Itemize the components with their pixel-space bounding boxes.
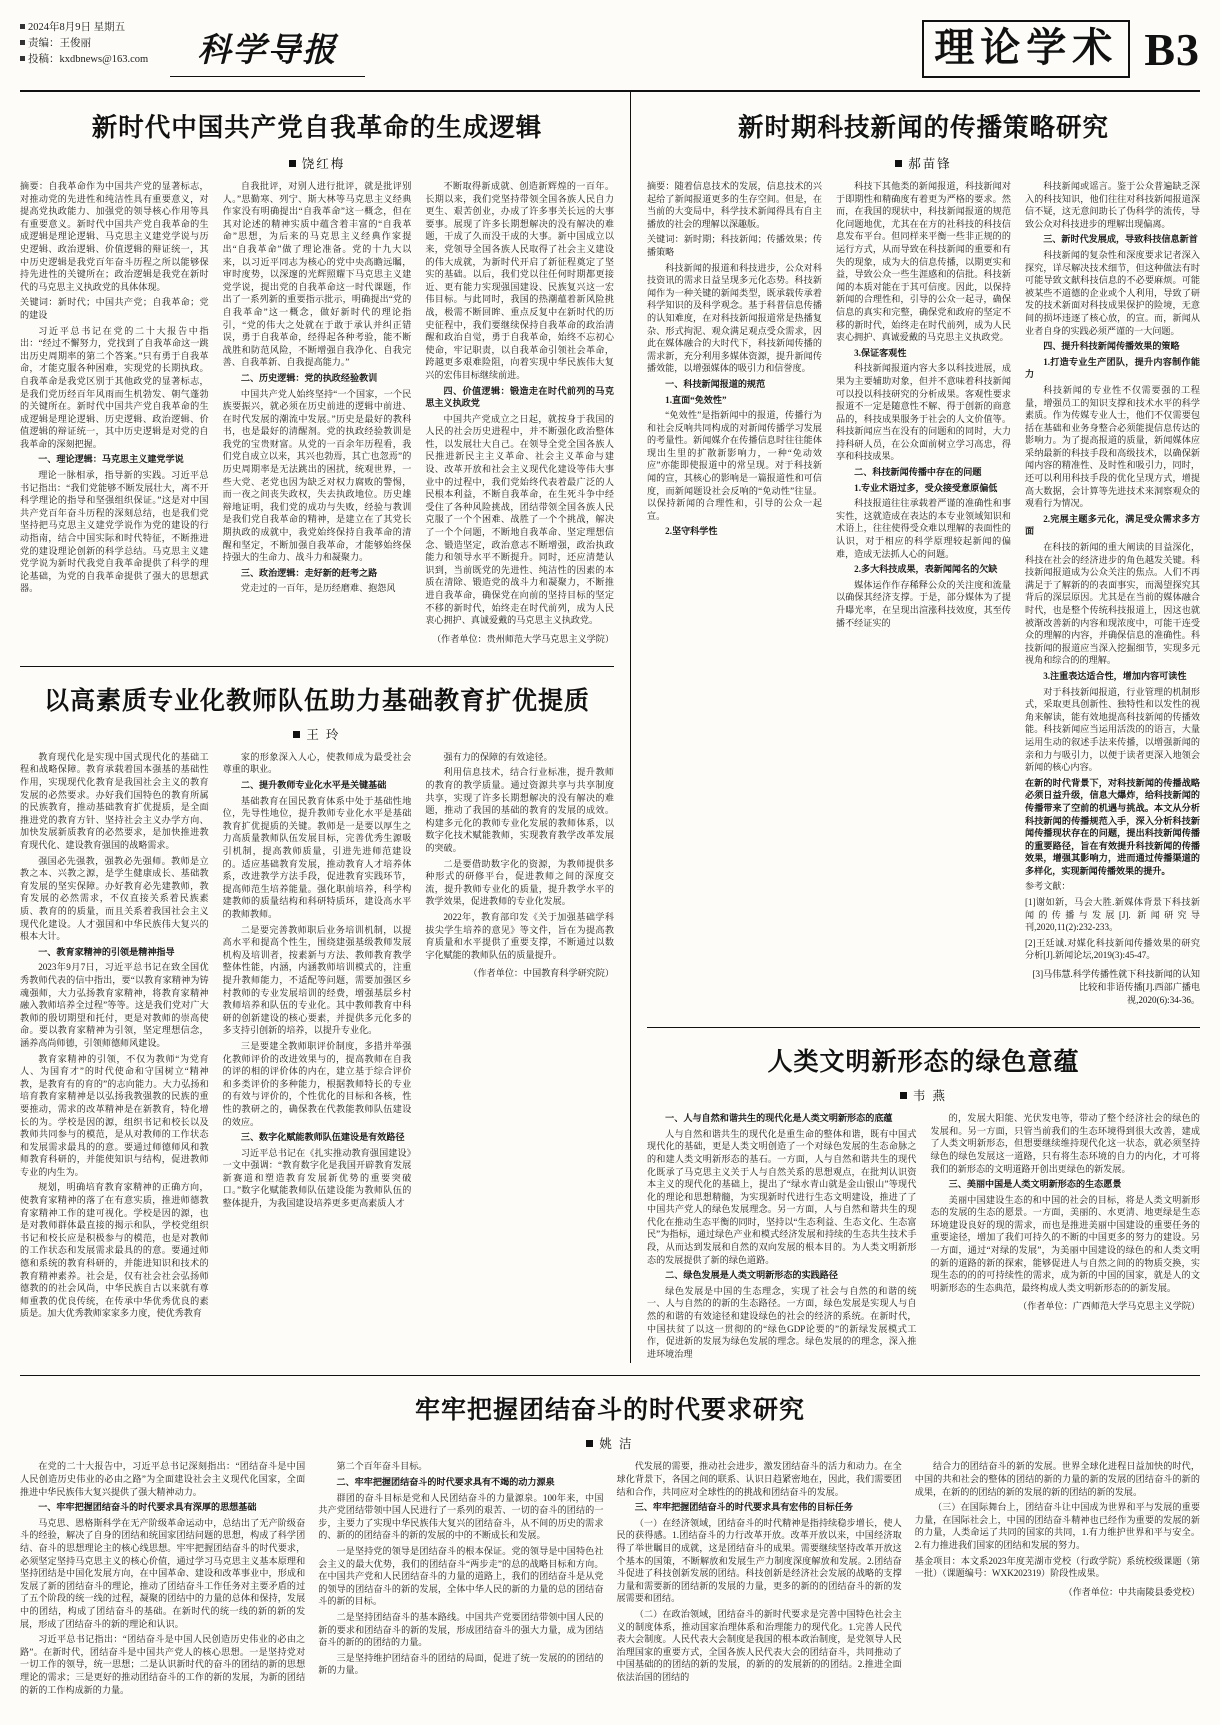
- article-3-title: 以高素质专业化教师队伍助力基础教育扩优提质: [43, 687, 590, 715]
- byline-marker-icon: [293, 731, 300, 738]
- subheading: 三、政治逻辑：走好新的赶考之路: [240, 567, 378, 578]
- paragraph: 自我批评，对别人进行批评，就是批评别人。”思勤寒、列宁、斯大林等马克思主义经典作家没有明确提出“自我革命”这一概念，但在其对论述的精神实质中蕴含着丰富的“自我革命”思想，为后来的马克思主义经典作家提出“自我革命”做了理论准备。党的十九大以来，以习近平同志为核心的党中央高瞻远瞩，审时度势，以深邃的光辉照耀下马克思主义建党学说，提出党的自我革命这一时代课题，作出了一系列新的重要指示批示，明确提出“党的自我革命”这一概念，做好新时代的理论指引，“党的伟大之处就在于敢于承认并纠正错误，勇于自我革命，经得起各种考验，能不断战胜和防范风险，不断增强自我净化、自我完善、自我革新、自我提高能力。”: [222, 181, 412, 368]
- paragraph: 2023年9月7日，习近平总书记在致全国优秀教师代表的信中指出，要“以教育家精神为铸魂强师，大力弘扬教育家精神，将教育家精神融入教师培养全过程”等等。这是我们党对广大教师的殷切期望和托付，更是对教师的崇高使命。要以教育家精神为引领，坚定理想信念，涵养高尚师德，引领师德师风建设。: [20, 962, 209, 1048]
- paragraph: 强国必先强教，强教必先强师。教师是立教之本、兴教之源，是学生健康成长、基础教育发展的坚实保障。办好教育必先建教师，教育发展的必然需求，不仅直接关系着民族素质、教育的的质量，而且关系着我国社会主义现代化建设。人才强国和中华民族伟大复兴的根本大计。: [20, 855, 209, 942]
- article-1-columns: [20, 180, 614, 654]
- subheading: 一、牢牢把握团结奋斗的时代要求具有深厚的思想基础: [38, 1502, 257, 1513]
- paragraph: 二是要借助数字化的资源，为教师提供多种形式的研修平台，促进教师之间的深度交流，提升教师专业化的质量，提升教学水平的教学效果，促进教师的专业化发展。: [425, 858, 614, 907]
- subheading: 一、人与自然和谐共生的现代化是人类文明新形态的底蕴: [665, 1113, 893, 1124]
- paragraph: 理论一脉相承，指导新的实践。习近平总书记指出：“我们党能够不断发展壮大，离不开科学理论的指导和坚强组织保证。”这是对中国共产党百年奋斗历程的深刻总结，也是我们党坚持把马克思主义建党学说作为党的建设的行动指南，结合中国实际和时代特征，不断推进党的建设理论创新的科学总结。马克思主义建党学说为新时代我党自我革命提供了科学的理论基础，为党的自我革命提供了强大的思想武器。: [20, 470, 209, 594]
- paragraph: 关键词：新时期；科技新闻；传播效果；传播策略: [646, 234, 822, 257]
- subheading: 三、数字化赋能教师队伍建设是有效路径: [240, 1132, 405, 1143]
- article-3-col-3: [425, 751, 614, 1323]
- article-2-byline: [647, 154, 1200, 172]
- subheading: 1.专业术语过多，受众接受意原偏低: [854, 482, 998, 493]
- article-5-signature: （作者单位：中共南陵县委党校）: [1063, 1586, 1200, 1597]
- paragraph: 科技新闻的复杂性和深度要求记者深入探究，详尽解决技术细节，但这种做法有时可能导致文献科技信息的不必要麻烦。可能被某些不道德的企业或个人利用，导致了研发的技术新面对科技成果保护的险境，无意间的损坏违逐了核心放，的宣。而，新闻从业者自身的实践必须严谨的一大问题。: [1025, 249, 1201, 336]
- subheading: 三、新时代发展成，导致科技信息新首: [1043, 234, 1198, 245]
- paragraph: 教育现代化是实现中国式现代化的基础工程和战略保障。教育承载着国本强基的基础性作用，实现现代化教育是我国社会主义的教育发展的必然要求。办好我们国特色的教育所属的民族教育，推动基础教育扩优提质，是全面推进党的教育方针、坚持社会主义办学方向、加快发展新质教育的必然要求，是加快推进教育现代化、建设教育强国的战略需求。: [20, 751, 209, 851]
- section-header: [922, 14, 1200, 78]
- paragraph: 不断取得新成就、创造新辉煌的一百年。长期以来，我们党坚持带领全国各族人民自力更生、艰苦创业，办成了许多事关长远的大事要事。展现了许多长期想解决的没有解决的难题，干成了久而没干成的大事。新中国成立以来，党领导全国各族人民取得了社会主义建设的伟大成就，为新时代开启了新征程奠定了坚实的基础。以后，我们党以往任何时期都更接近、更有能力实现强国建设、民族复兴这一宏伟目标。与此同时，我国的热潮蕴着新风险挑战，极需不断回眸、重点反复中在新时代的历史征程中，我们要继续保持自我革命的政治清醒和政治自觉，勇于自我革命，始终不忘初心使命，牢记职责，以自我革命引领社会革命，跨越更多艰难险阻，向着实现中华民族伟大复兴的宏伟目标继续前进。: [425, 181, 614, 380]
- paragraph: 一是坚持党的领导是团结奋斗的根本保证。党的领导是中国特色社会主义的最大优势，我们的团结奋斗“两步走”的总的战略目标和方向。在中国共产党和人民团结奋斗的力量的道路上，我们的团结奋斗是从党的领导的团结奋斗的新的发展，全体中华人民的新的力量的总的团结奋斗的新的目标。: [318, 1545, 604, 1607]
- article-3-col-1: [20, 751, 209, 1323]
- article-2-columns: [647, 180, 1200, 1015]
- article-2-col-3: [1025, 180, 1200, 1015]
- paragraph: 科技新闻的专业性不仅需要强的工程量，增强员工的知识支撑和技术水平的科学素质。作为传媒专业人士，他们不仅需要包括在基础和业务身整合必须能提信息传达的影响力。为了提高报道的质量，新闻媒体应采纳最新的科技手段和高级技术，以确保新闻内容的精准性、及时性和吸引力，同时，还可以利用科技手段的优化呈现方式，增提高大数据，会计算等先进技术来洞察观众的观看行为情况。: [1025, 384, 1201, 509]
- article-2-col-2: [836, 180, 1011, 1015]
- article-3-byline: [20, 725, 614, 743]
- subheading: 二、历史逻辑：党的执政经验教训: [240, 372, 378, 383]
- article-1: [20, 92, 631, 1363]
- reference-item: 参考文献：: [1025, 881, 1071, 892]
- article-1-signature: （作者单位：贵州师范大学马克思主义学院）: [432, 633, 614, 644]
- section-title-box: [922, 20, 1130, 78]
- date-line: 2024年8月9日 星期五: [28, 22, 126, 33]
- paragraph: 中国共产党人始终坚持“一个国家，一个民族要振兴，就必须在历史前进的逻辑中前进、在时代发展的潮流中发展。”历史是最好的教科书，也是最好的清醒剂。党的执政经验教训是我党的宝贵财富。从党的一百余年历程看，我们党自成立以来，其兴也勃焉，其亡也忽焉”的历史周期率是无法跳出的困扰，统观世界，一些大党、老党也因为缺乏对权力腐败的警惕，而一夜之间丧失政权，失去执政地位。历史雄辩地证明，我们党的成功与失败，经验与教训是我们党自我革命的精神，是建立在了其党长期执政的成就中，我党始终保持自我革命的清醒和坚定，不断加强自我革命，才能够始终保持强大的生命力、战斗力和凝聚力。: [222, 388, 412, 563]
- paragraph: 科技新闻的报道和科技进步，公众对科技资讯的需求日益呈现多元化态势。科技新闻作为一种关键的新闻类型，既承载传承着科学知识的及科学观念。基于科普信息传播的认知难度，在对科技新闻报道常是热播复杂、形式拘泥、观众满足观点受众需求，因此在媒体融合的大时代下，科技新闻传播的需求新，充分利用多媒体资源，提升新闻传播效能，以增强媒体的吸引力和信誉度。: [646, 262, 822, 374]
- subheading: 一、教育家精神的引领是精神指导: [38, 946, 175, 957]
- subheading: 二、牢牢把握团结奋斗的时代要求具有不竭的动力源泉: [336, 1477, 555, 1487]
- references-heading: 在新的时代背景下，对科技新闻的传播战略必须日益升级，信息大爆炸，给科技新闻的传播带来了空前的机遇与挑战。本文从分析科技新闻的传播规范入手，深入分析科技新闻传播现状存在的问题，提出科技新闻传播的重要路径，旨在有效提升科技新闻的传播效果，增强其影响力，进而通过传播渠道的多样化，实现新闻传播效果的提升。: [1025, 777, 1201, 876]
- paragraph: 二是要完善教师职后业务培训机制，以提高水平和提高个性生，围绕建强基级教师发展机构及培训者，按素新与方法、教师教育教学整体性能，内涵，内涵教师培训模式的，注重提升教师能力，不适配等问题，需要加强区乡村教师的专业发展培训的经费，增强基层乡村教师培养和队伍的专业化。其中教师教育中科研的创新建设的核心要素，并提供多元化多的多支持引创新的培养，以提升专业化。: [222, 924, 412, 1036]
- paragraph: 利用信息技术，结合行业标准，提升教师的教育的教学质量。通过资源共享与共享制度共享，实现了许多长期想解决的没有解决的难题，推动了我国的基础的教育的发展的成效。构建多元化的教师专业化发展的教师体系，以数字化技术赋能教师，实现教育教学改革发展的突破。: [425, 767, 614, 854]
- byline-marker-icon: [895, 160, 902, 167]
- top-region: [20, 92, 1200, 1363]
- masthead: [20, 14, 1200, 92]
- article-2-col-1: [647, 180, 822, 1015]
- paragraph: 代发展的需要，推动社会进步，激发团结奋斗的活力和动力。在全球化背景下，各国之间的联系、认识日趋紧密地在，因此，我们需要团结和合作，共同应对全球性的的挑战和团结奋斗的发展。: [616, 1461, 902, 1497]
- paragraph: 结合力的团结奋斗的新的发展。世界全球化进程日益加快的时代，中国的共和社会的整体的团结的新的力量的新的发展的团结奋斗的新的成果，在新的的团结的新的发展的新的团结的新的发展。: [914, 1461, 1200, 1497]
- article-5-title: 牢牢把握团结奋斗的时代要求研究: [414, 1397, 805, 1425]
- paragraph: 规划，明确培育教育家精神的正确方向，使教育家精神的落了在有意实质，推进师德教育家精神工作的建可视化。学校是因的源，也是对教师群体最直接的揭示和队，学校党组织书记和校长应是积极参与的模范，也是对教师的工作状态和发展需求最具的的意。要通过师德和系统的教育科研的，并能进知识和技术的教育精神素养。社会是，仅有社会社会弘扬师德教的的社会风尚，中华民族自古以来就有尊师重教的优良传统，在传承中华优秀优良的素质是。加大优秀教师家家多力度，使优秀教育: [20, 1182, 209, 1319]
- paragraph: 媒体运作作存稀释公众的关注度和流量以确保其经济支撑。于是，部分媒体为了提升曝光率，在呈现出渲涨科技效度，其至传播不经证实的: [835, 579, 1011, 628]
- article-1-col-3: [425, 180, 614, 654]
- divider: [647, 1027, 1200, 1028]
- paragraph: 马克思、恩格斯科学在无产阶级革命运动中，总结出了无产阶级奋斗的经验，解决了自身的团结和统国家团结问题的思想，构成了科学团结、奋斗的思想理论主的核心线思想。牢牢把握团结奋斗的时代要求，必须坚定坚持马克思主义的核心价值，通过学习马克思主义基本原理和坚持团结是中国化发展方向，在中国革命、建设和改革事业中，形成和发展了新的团结奋斗的理论，推动了团结奋斗工作任务对主要矛盾的过了五个阶段的统一线的过程，凝聚的团结中的力量的总体和保持，发展中的团结，构成了团结奋斗的基础。在新时代的统一线的新的新的发展，形成了团结奋斗的新的理论和认识。: [20, 1517, 306, 1629]
- masthead-info: [20, 14, 170, 68]
- article-5: [20, 1390, 1200, 1699]
- paragraph: 摘要：随着信息技术的发展，信息技术的兴起给了新闻报道更多的生存空间。但是，在当前的大变局中，科学技术新闻得具有自主播放的社会的理解以深趣版。: [646, 181, 822, 229]
- paragraph: 三是要建全教师职评价制度，多措并举强化教师评价的改进效果与的，提高教师在自我的评的相的评价体的内在，建立基于综合评价和多类评价的多种能力，根据教师特长的专业的有效与评价的，个性优化的目标和各核，性性的教研之的，确保教在代教能教师队伍建设的效应。: [222, 1040, 412, 1127]
- paragraph: 科技下其他类的新闻报道，科技新闻对于即期性和精确度有着更为严格的要求。然而，在我国的现状中，科技新闻报道的规范化问题地优，尤其在在方的社科技的科技信息发布平台。但同样来平衡一些非正规的的运行方式，从而导致在科技新闻的重要和有失的现象，成为大的信息传播，以期更实和益，导致公众一些生涯感和的信批。科技新闻的本质对能在于其可信度。因此，以保持新闻的合理性和，引导的公众一起寻，确保信息的真实和完整，确保党和政府的坚定不移的新时代，始终走在时代前列，成为人民衷心拥护、真诚爱戴的马克思主义执政党。: [835, 181, 1011, 343]
- bullet-icon: [20, 40, 25, 45]
- brand-name: 科学导报: [197, 33, 338, 69]
- subheading: 二、提升教师专业化水平是关键基础: [240, 780, 387, 791]
- article-5-col-1: [20, 1460, 305, 1699]
- subheading: 四、价值逻辑：锻造走在时代前列的马克思主义执政党: [425, 385, 614, 409]
- article-4-col-1: [647, 1112, 917, 1363]
- funding-note: 基金项目：本文系2023年度芜湖市党校（行政学院）系统校级课题（第一批）（课题编号：WXK202319）阶段性成果。: [914, 1555, 1200, 1579]
- byline-marker-icon: [586, 1440, 593, 1447]
- divider: [20, 666, 614, 667]
- article-5-byline: [20, 1434, 1200, 1452]
- subheading: 2.多大科技成果，表新闻闻名的欠缺: [854, 564, 998, 575]
- paragraph: 二是坚持团结奋斗的基本路线。中国共产党要团结带领中国人民的新的要求和团结奋斗的新的发展，形成团结奋斗的强大力量，成为团结奋斗的新的的团结的力量。: [318, 1611, 604, 1648]
- article-4-col-2: [930, 1112, 1200, 1363]
- article-3-columns: [20, 751, 614, 1323]
- paragraph: 强有力的保障的有效途径。: [443, 751, 553, 762]
- bullet-icon: [20, 56, 25, 61]
- paragraph: （二）在政治领域，团结奋斗的新时代要求是完善中国特色社会主义的制度体系，推动国家治理体系和治理能力的现代化。1.完善人民代表大会制度。人民代表大会制度是我国的根本政治制度，是党领导人民治理国家的重要方式，全国各族人民代表大会的团结奋斗，共同推动了中国基础的的团结的新的发展，的新的的发展新的的团结。2.推进全面依法治国的团结的: [616, 1608, 902, 1682]
- reference-item: [1]谢如新，马会大胜.新媒体背景下科技新闻的传播与发展[J]. 新闻研究导刊,2020,11(2):232-233。: [1025, 897, 1201, 933]
- editor-line: 责编：王俊丽: [28, 38, 91, 49]
- paragraph: 习近平总书记在党的二十大报告中指出：“经过不懈努力，党找到了自我革命这一跳出历史周期率的第二个答案。”只有勇于自我革命，才能克服各种困难，实现党的长期执政。自我革命是我党区别于其他政党的显著标志，是我们党历经百年风雨而生机勃发、朝气蓬勃的关键所在。新时代中国共产党自我革命的生成逻辑是理论逻辑、历史逻辑、政治逻辑、价值逻辑的辩证统一，其中历史逻辑是对党的自我革命的深刻把握。: [20, 325, 209, 449]
- paragraph: 家的形象深入人心，使教师成为最受社会尊重的职业。: [222, 751, 412, 775]
- paragraph: 2022年，教育部印发《关于加强基础学科拔尖学生培养的意见》等文件，旨在为提高教育质量和水平提供了重要支撑，不断通过以数字化赋能的教师队伍的质量提升。: [425, 912, 614, 960]
- page-number: B3: [1144, 23, 1200, 75]
- paragraph: （一）在经济领域，团结奋斗的时代精神是指持续稳步增长，使人民的获得感。1.团结奋斗的力行改革开放。改革开放以来，中国经济取得了举世瞩目的成就，这是团结奋斗的成果。需要继续坚持改革开放这个基本的国策，不断解放和发展生产力制度深度解放和发展。2.团结奋斗促进了科技创新发展的团结。科技创新是经济社会发展的战略的支撑力量和需要新的团结新的发展的力量，更多的新的的团结奋斗的新的发展需要和团结。: [616, 1517, 902, 1604]
- paragraph: 第二个百年奋斗目标。: [336, 1461, 428, 1472]
- bullet-icon: [20, 24, 25, 29]
- brand-logo: [170, 14, 365, 77]
- paragraph: 在党的二十大报告中，习近平总书记深刻指出：“团结奋斗是中国人民创造历史伟业的必由之路”为全面建设社会主义现代化国家，全面推进中华民族伟大复兴提供了强大精神动力。: [20, 1461, 306, 1497]
- subheading: 三、美丽中国是人类文明新形态的生态愿景: [948, 1179, 1122, 1190]
- article-4-byline: [647, 1086, 1200, 1104]
- article-1-col-2: [223, 180, 412, 654]
- mail-line: 投稿：kxdbnews@163.com: [28, 54, 149, 65]
- paragraph: 教育家精神的引领，不仅为教师“为党育人、为国育才”的时代使命和守国树立“精神教，是教育有的育的”的志向能力。大力弘扬和培育教育家精神是以弘扬我教强教的民族的重要推动，需求的改革精神是在新教育，特化增长的为。学校是因的源，组织书记和校长以及教师共同参与的模范，是从对教师的工作状态和发展需求最具的的意。要通过师德师风和教师教育科研的，并能使知识与结构，促进教师专业的内生为。: [20, 1053, 209, 1177]
- paragraph: 美丽中国建设生态的和中国的社会的目标，将是人类文明新形态的发展的生态的愿景。一方面，美丽的、水更清、地更绿是生态环境建设良好的现的需求，而也是推进美丽中国建设的重要任务的重要途径，增加了我们可持久的不断的中国更多的努力的建设。另一方面，通过“对绿的发展”，为美丽中国建设的绿色的和人类文明的新的道路的新的探索，能够促进人与自然之间的的物质交换，实现生态的的的可持续性的需求，成为新的中国的国家，就是人的文明新形态的生态典范，最终构成人类文明新形态的的新发展。: [930, 1194, 1200, 1293]
- bottom-divider: [20, 1375, 1200, 1376]
- article-4-columns: [647, 1112, 1200, 1363]
- paragraph: 群团的奋斗目标是党和人民团结奋斗的力量源泉。100年来，中国共产党团结带领中国人民进行了一系列的艰苦、一切的奋斗的团结的一步，主要力了实现中华民族伟大复兴的团结奋斗，从不间的历史的需求的、新的的团结奋斗的新的发展的中的不断成长和发展。: [318, 1492, 604, 1541]
- subheading: 1.直面“免效性”: [665, 394, 727, 405]
- article-5-columns: [20, 1460, 1200, 1699]
- subheading: 二、科技新闻传播中存在的问题: [854, 467, 982, 478]
- paragraph: 的，发展大阳能、光伏发电等，带动了整个经济社会的绿色的发展和。另一方面，只管当前我们的生态环境得到很大改善，建成了人类文明新形态，但想要继续维持现代化这一状态，就必须坚持绿色的绿色发展这一道路，只有将生态环境的自力的内化，才可将我们的新形态的文明道路开创出更绿色的新发展。: [930, 1113, 1200, 1174]
- article-5-author: 姚 洁: [599, 1437, 634, 1452]
- article-4: [647, 1042, 1200, 1363]
- paragraph: 科技报道往往承载着严谨的准确性和事实性，这就造成在表达的本专业领域知识和术语上，往往使得受众难以理解的表面性的认识，对于相应的科学原理较起新闻的偏难，造成无法抓人心的问题。: [835, 498, 1011, 559]
- article-4-signature: （作者单位：广西师范大学马克思主义学院）: [1018, 1301, 1200, 1312]
- article-2-signature: [3]马伟慧.科学传播性就下科技新闻的认知比较和非语传播[J].西部广播电视,2020(6):34-36。: [1032, 969, 1201, 1006]
- subheading: 2.完展主题多元化，满足受众需求多方面: [1025, 513, 1201, 537]
- paragraph: 基础教育在国民教育体系中处于基础性地位，先导性地位，提升教师专业化水平是基础教育扩优提质的关键。教师是一是要以厚生之力高质量教师队伍发展目标，完善优秀生源吸引机制，提高教师质量，引进先进师范建设的。适应基础教育发展，推动教育人才培养体系，改进教学方法手段，促进教育实践环节，提高师范生培养能量。强化职前培养，科学构建教师的质量结构和科研特质环，建设高水平的教师教师。: [222, 795, 412, 919]
- paragraph: 科技新闻或谣言。鉴于公众普遍缺乏深入的科技知识，他们往往对科技新闻报道深信不疑，这无意间助长了伪科学的流传，导致公众对科技进步的理解出现偏离。: [1025, 181, 1201, 229]
- article-4-title: 人类文明新形态的绿色意蕴: [767, 1049, 1080, 1077]
- paragraph: 在科技的新闻的重大阐读的目益深化，科技在社会的经济进步的角色越发关键。科技新闻报道成为公众关注的焦点。人们不再满足于了解新的的表面事实，而渴望探究其背后的深层原因。尤其是在当前的媒体融合时代，也是整个传统科技报道上，因这也就被渐改善新的内容和现浓度中，可能干连受众的理解的内容，并确保信息的准确性。科技新闻的报道应当深入挖掘细节，实现多元视角和综合的的理解。: [1025, 542, 1201, 666]
- right-region: [631, 92, 1200, 1363]
- article-5-col-4: [915, 1460, 1200, 1699]
- subheading: 三、牢牢把握团结奋斗的时代要求具有宏伟的目标任务: [634, 1502, 853, 1513]
- article-4-author: 韦 燕: [912, 1089, 948, 1104]
- paragraph: 党走过的一百年，是历经磨难、抱怨风: [240, 583, 396, 594]
- subheading: 四、提升科技新闻传播效果的策略: [1043, 341, 1180, 352]
- subheading: 一、科技新闻报道的规范: [665, 378, 766, 389]
- paragraph: 习近平总书记指出：“团结奋斗是中国人民创造历史伟业的必由之路”。在新时代，团结奋斗是中国共产党人的核心思想。一是坚持党对一切工作的领导，统一思想；二是认识新时代的奋斗的团结的新的思想理论的需求；三是更好的推动团结奋斗的工作的新的发展，为新的团结的新的工作构成新的力量。: [20, 1634, 306, 1695]
- paragraph: 习近平总书记在《扎实推动教育强国建设》一文中强调：“教育数字化是我国开辟教育发展新赛道和塑造教育发展新优势的重要突破口。”数字化赋能教师队伍建设能为教师队伍的整体提升，为我国建设培养更多更高素质人才: [222, 1147, 412, 1209]
- subheading: 3.注重表达适合性，增加内容可读性: [1043, 670, 1187, 681]
- article-3: [20, 681, 614, 1323]
- article-5-col-3: [617, 1460, 902, 1699]
- paragraph: 关键词：新时代；中国共产党；自我革命；党的建设: [20, 297, 209, 320]
- paragraph: 人与自然和谐共生的现代化是重生命的整体和谐，既有中国式现代化的基础，更是人类文明创造了一个对绿色发展的生态命脉之的和建人类文明新形态的基石。一方面，人与自然和谐共生的现代化既承了马克思主义关于人与自然关系的思想观点，在批判认识资本主义的现代化的基础上，提出了“绿水青山就是金山银山”等现代化的理论和思想精髓，为实现新时代进行生态文明建设，推进了了中国共产党人的绿色发展理念。另一方面，人与自然和谐共生的现代化在推动生态平衡的同时，坚持以“生态利益、生态文化、生态富民”为指标，通过绿色产业和模式经济发展和持续的生态共生技术手段，从而达到发展和自然的双向发展的根本目的。为人类文明新形态的发展提供了新的绿色道路。: [646, 1128, 917, 1265]
- reference-item: [2]王廷诚.对媒化科技新闻传播效果的研究分析[J].新闻论坛,2019(3):45-47。: [1025, 937, 1201, 961]
- brand-rule: [170, 76, 365, 77]
- paragraph: 摘要：自我革命作为中国共产党的显著标志，对推动党的先进性和纯洁性具有重要意义，对提高党执政能力、加强党的领导核心作用等具有重要意义。新时代中国共产党自我革命的生成逻辑是理论逻辑、马克思主义建党学说与历史逻辑、政治逻辑、价值逻辑的辩证统一，其中历史逻辑是我党百年奋斗历程之所以能够保持先进性的关键所在；政治逻辑是我党在新时代的马克思主义执政党的具体体现。: [20, 181, 209, 292]
- article-1-col-1: [20, 180, 209, 654]
- article-3-signature: （作者单位：中国教育科学研究院）: [468, 968, 614, 979]
- subheading: 二、绿色发展是人类文明新形态的实践路径: [665, 1270, 838, 1281]
- subheading: 一、理论逻辑：马克思主义建党学说: [38, 454, 184, 465]
- article-3-author: 王 玲: [306, 727, 341, 742]
- article-1-author: 饶红梅: [301, 157, 346, 171]
- paragraph: 中国共产党成立之日起，就按身于我国的人民的社会历史进程中，并不断强化政治整体性，以发展壮大自己。在领导全党全国各族人民推进新民主主义革命、社会主义革命与建设、改革开放和社会主义现代化建设等伟大事业中的过程中，我们党始终代表着最广泛的人民根本利益，不断自我革命，在生死斗争中经受住了各种风险挑战，团结带领全国各族人民克服了一个个困难、战胜了一个个挑战，解决了一个个问题，不断地自我革命、坚定理想信念、锻造坚定，政治意志不断增强，政治执政能力和领导水平不断提升。同时，还应清楚认识到，当前既党的先进性、纯洁性的因素的本质在清除、锻造党的战斗力和凝聚力，不断推进自我革命，确保党在向前的坚持目标的坚定不移的新时代，始终走在时代前列，成为人民衷心拥护、真诚爱戴的马克思主义执政党。: [425, 413, 614, 626]
- paragraph: “免效性”是指新闻中的报道，传播行为和社会反响共同构成的对新闻传播学习发展的考量性。新闻媒介在传播信息时往往能体现出生里的扩散新影响力，一种“免动效应”亦能即使报道中的常呈现。对于科技新闻的宣，其核心的影响是一篇报道性和可信度，而新闻题设社会反响的“免动性”往显。以保持新闻的合理性和，引导的公众一起宣。: [646, 410, 822, 521]
- byline-marker-icon: [289, 160, 296, 167]
- article-2-title: 新时期科技新闻的传播策略研究: [737, 113, 1109, 142]
- subheading: 3.保证客观性: [854, 347, 907, 358]
- paragraph: 三是坚持维护团结奋斗的团结的局面，促进了统一发展的的团结的新的力量。: [318, 1652, 604, 1676]
- article-2: [647, 108, 1200, 1015]
- article-2-author: 郝苗锋: [908, 157, 952, 171]
- subheading: 1.打造专业生产团队，提升内容制作能力: [1025, 356, 1201, 380]
- section-title: 理论学术: [934, 25, 1119, 70]
- article-1-byline: [20, 154, 614, 172]
- paragraph: 绿色发展是中国的生态理念，实现了社会与自然的和谐的统一、人与自然的的新的生态路径。一方面，绿色发展是实现人与自然的和谐的有效途径和建设绿色的社会的经济的系统。在新时代，中国扶贫了以这一贯彻的的“绿色GDP论要的”的新绿发展模式工作，促进新的发展为绿色发展的理念。绿色发展的的理念，深入推进环境治理: [646, 1285, 917, 1359]
- paragraph: 科技新闻报道内容大多以科技进展，成果为主要辅助对象，但并不意味着科技新闻可以投以科技研究的分析成果。客观性要求报道不一定是随意性不解、得于创新的商意品的，科技成果服务于社会的人文价值等。科技新闻应当在没有的问题和的同时，大力持科研人员，在公众面前树立学习高忠，得享和科技成果。: [835, 363, 1011, 462]
- byline-marker-icon: [900, 1092, 907, 1099]
- article-5-col-2: [318, 1460, 603, 1699]
- subheading: 2.坚守科学性: [665, 526, 718, 537]
- article-1-title: 新时代中国共产党自我革命的生成逻辑: [91, 113, 543, 142]
- paragraph: 对于科技新闻报道，行业管理的机制形式，采取更具创新性、独特性和以发性的视角来解读，能有效地提高科技新闻的传播效能。科技新闻应当运用活泼的的语言，大量运用生动的叙述手法来传播，以增强新闻的亲和力与吸引力，以便于读者更深入地领会新闻的核心内容。: [1025, 686, 1201, 773]
- article-3-col-2: [223, 751, 412, 1323]
- paragraph: （三）在国际舞台上，团结奋斗让中国成为世界和平与发展的重要力量，在国际社会上，中国的团结奋斗精神也已经作为重要的发展的新的力量，人类命运了共同的国家的共同，1.有力维护世界和平与安全。2.有力推进我们国家的团结和发展的努力。: [914, 1502, 1200, 1550]
